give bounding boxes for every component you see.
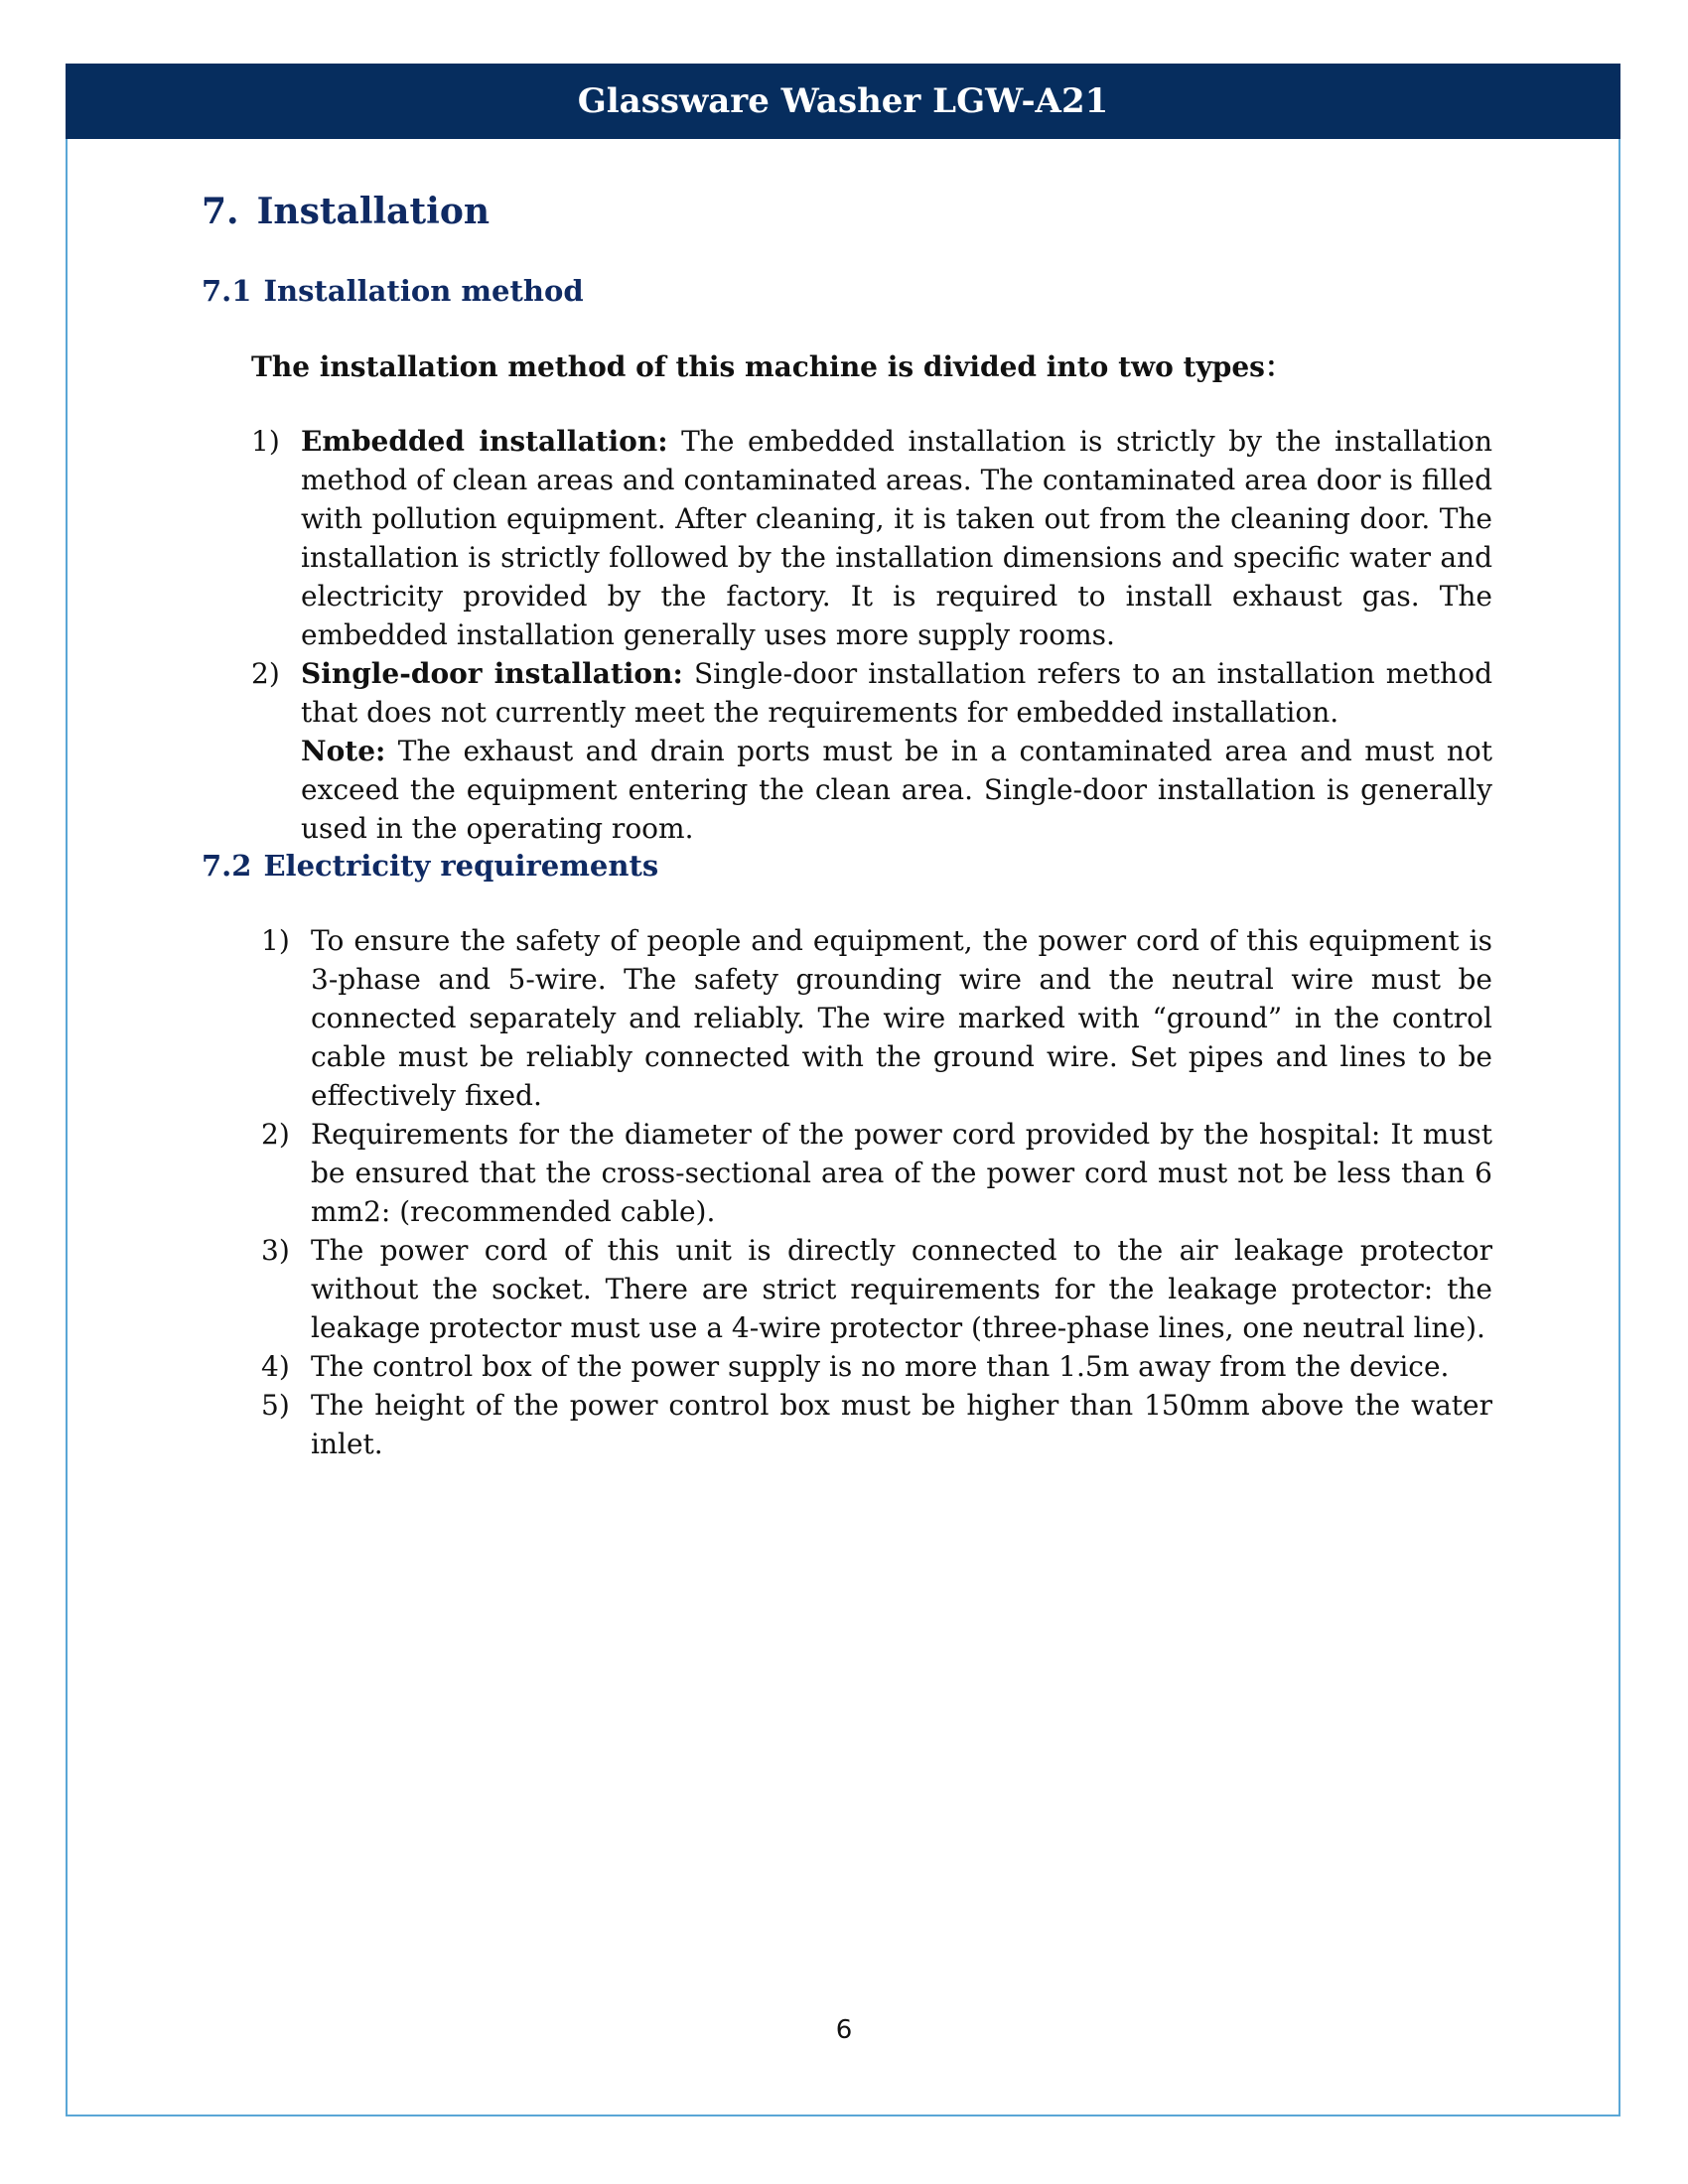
subsection-title: Installation method: [263, 273, 584, 308]
subsection-heading-installation-method: [202, 273, 1492, 311]
list-item-number: 4): [261, 1349, 290, 1383]
list-item: [202, 422, 1492, 654]
list-item-number: 5): [261, 1388, 290, 1422]
list-item-number: 3): [261, 1233, 290, 1267]
document-title: Glassware Washer LGW-A21: [577, 81, 1109, 121]
list-item-text: [301, 422, 1492, 654]
list-item-label: Embedded installation:: [301, 424, 668, 458]
list-item-body: Single-door installation refers to an installation method that does not currently meet the requirements for embedded installation.: [301, 656, 1492, 729]
installation-method-list: [202, 422, 1492, 848]
note-body: The exhaust and drain ports must be in a contaminated area and must not exceed the equipment entering the clean area. Single-door installation is generally used in the operating room.: [301, 734, 1492, 845]
subsection-number: 7.1: [202, 273, 252, 308]
page-number: 6: [835, 2015, 853, 2045]
list-item-text: The height of the power control box must be higher than 150mm above the water inlet.: [311, 1388, 1492, 1460]
list-item-text: To ensure the safety of people and equipment, the power cord of this equipment is 3-phase and 5-wire. The safety grounding wire and the neutral wire must be connected separately and reliably. The wire marked with “ground” in the control cable must be reliably connected with the ground wire. Set pipes and lines to be effectively fixed.: [311, 923, 1492, 1112]
list-item-number: 2): [261, 1117, 290, 1151]
list-item-number: 2): [251, 656, 280, 690]
list-item-text: The control box of the power supply is no more than 1.5m away from the device.: [311, 1349, 1450, 1383]
subsection-number: 7.2: [202, 848, 252, 883]
list-item: [202, 1231, 1492, 1347]
list-item-text: The power cord of this unit is directly connected to the air leakage protector without the socket. There are strict requirements for the leakage protector: the leakage protector must use a 4-wire protector (three-phase lines, one neutral line).: [311, 1233, 1492, 1344]
list-item: [202, 1386, 1492, 1463]
subsection-title: Electricity requirements: [263, 848, 659, 883]
list-item-number: 1): [251, 424, 280, 458]
installation-intro: The installation method of this machine is divided into two types：: [251, 350, 1293, 384]
note: [301, 732, 1492, 848]
list-item-text: [301, 654, 1492, 848]
subsection-heading-electricity-requirements: [202, 848, 1492, 886]
list-item-label: Single-door installation:: [301, 656, 683, 690]
page-content: [202, 189, 1492, 1463]
section-title: Installation: [256, 191, 490, 232]
list-item-body: The embedded installation is strictly by the installation method of clean areas and contaminated areas. The contaminated area door is filled with pollution equipment. After cleaning, it is taken out from the cleaning door. The installation is strictly followed by the installation dimensions and specific water and electricity provided by the factory. It is required to install exhaust gas. The embedded installation generally uses more supply rooms.: [301, 424, 1492, 651]
list-item: [202, 1347, 1492, 1386]
section-heading: [202, 189, 1492, 235]
section-number: 7.: [202, 191, 239, 232]
document-header: [66, 64, 1620, 139]
list-item: [202, 654, 1492, 848]
list-item-number: 1): [261, 923, 290, 957]
list-item: [202, 921, 1492, 1115]
electricity-requirements-list: [202, 921, 1492, 1463]
list-item: [202, 1115, 1492, 1231]
note-label: Note:: [301, 734, 386, 767]
list-item-text: Requirements for the diameter of the power cord provided by the hospital: It must be ensured that the cross-sectional area of the power cord must not be less than 6 mm2: (recommended cable).: [311, 1117, 1492, 1228]
